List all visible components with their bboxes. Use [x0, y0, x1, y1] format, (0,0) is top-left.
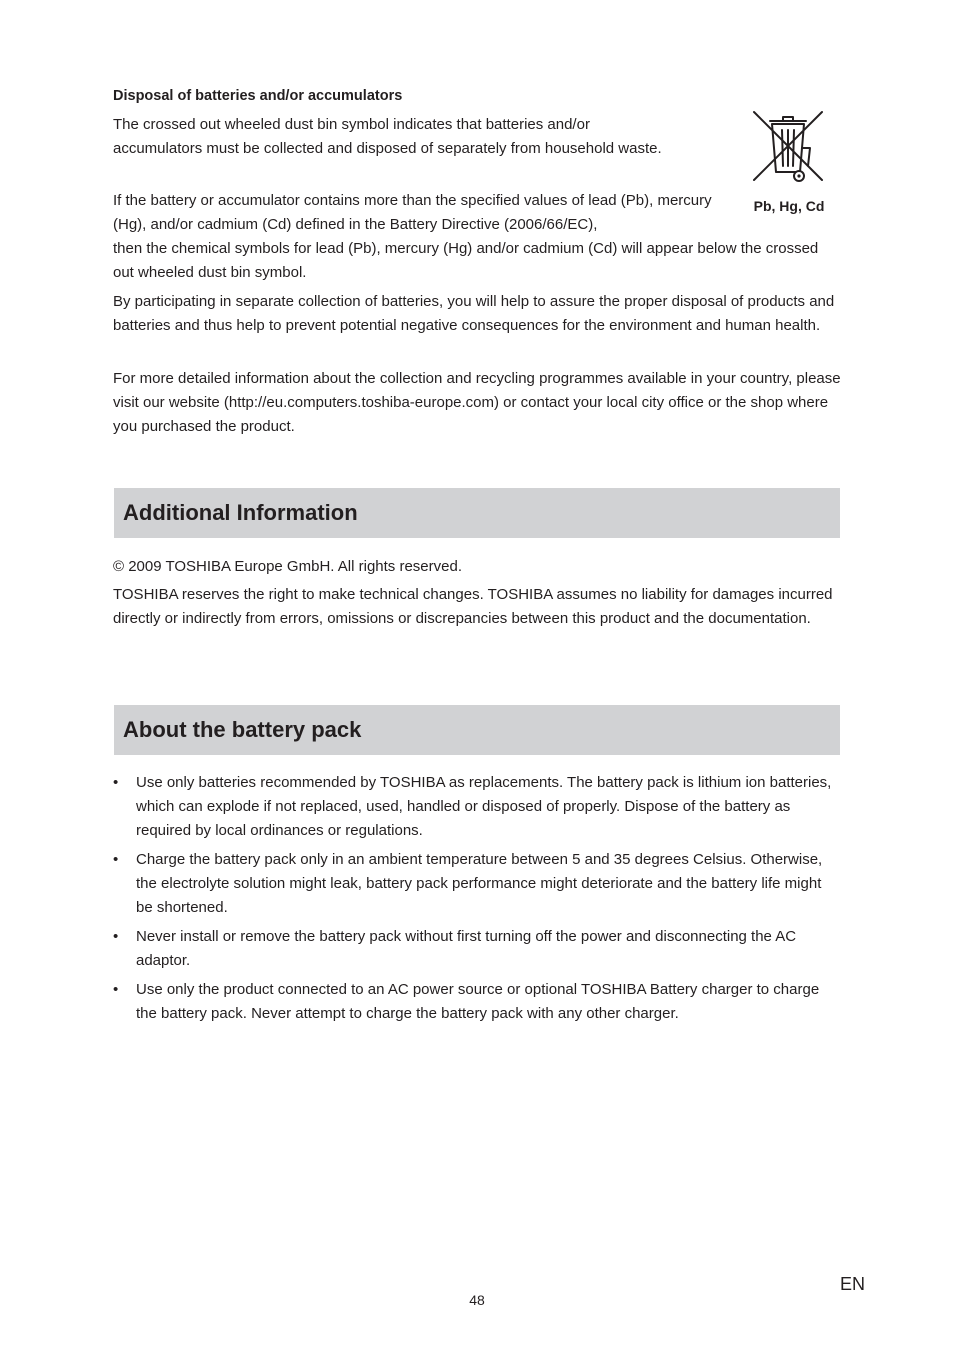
disposal-paragraph-3: By participating in separate collection of batteries, you will help to assure the proper disposal of products and batteries and thus help to prevent potential negative consequences for the environment and human health. — [113, 293, 835, 334]
bullet-marker: • — [113, 928, 119, 945]
bullet-marker: • — [113, 774, 119, 791]
list-item-text: Never install or remove the battery pack without first turning off the power and disconnecting the AC adaptor. — [136, 928, 797, 969]
additional-information-title: Additional Information — [123, 500, 358, 525]
list-item — [113, 925, 840, 973]
bullet-marker: • — [113, 851, 119, 868]
list-item-text: Charge the battery pack only in an ambient temperature between 5 and 35 degrees Celsius. Otherwise, the electrolyte solution might leak, battery pack performance might deteriorate and the battery life might be shortened. — [136, 851, 823, 916]
crossed-out-wheeled-bin-icon — [746, 108, 830, 193]
disposal-paragraph-2 — [113, 189, 840, 285]
disposal-paragraph-4: For more detailed information about the collection and recycling programmes available in your country, please visit our website (http://eu.computers.toshiba-europe.com) or contact your local city office or the shop where you purchased the product. — [113, 370, 841, 435]
disposal-paragraph-1: The crossed out wheeled dust bin symbol indicates that batteries and/or accumulators must be collected and disposed of separately from household waste. — [113, 116, 662, 157]
copyright-notice: © 2009 TOSHIBA Europe GmbH. All rights reserved. — [113, 558, 462, 575]
list-item — [113, 848, 840, 920]
list-item-text: Use only batteries recommended by TOSHIBA as replacements. The battery pack is lithium ion batteries, which can explode if not replaced, used, handled or disposed of properly. Dispose of the battery as required by local ordinances or regulations. — [136, 774, 832, 839]
bullet-marker: • — [113, 981, 119, 998]
language-tag: EN — [840, 1274, 866, 1294]
page-number: 48 — [469, 1292, 485, 1308]
battery-bullet-list — [113, 771, 840, 1031]
liability-paragraph: TOSHIBA reserves the right to make technical changes. TOSHIBA assumes no liability for damages incurred directly or indirectly from errors, omissions or discrepancies between this product and the documentation. — [113, 586, 833, 627]
list-item — [113, 978, 840, 1026]
disposal-paragraph-2-rest: then the chemical symbols for lead (Pb), mercury (Hg) and/or cadmium (Cd) will appear below the crossed out wheeled dust bin symbol. — [113, 240, 819, 281]
disposal-heading: Disposal of batteries and/or accumulators — [113, 88, 403, 104]
list-item — [113, 771, 840, 843]
battery-pack-title: About the battery pack — [123, 717, 362, 742]
list-item-text: Use only the product connected to an AC power source or optional TOSHIBA Battery charger to charge the battery pack. Never attempt to charge the battery pack with any other charger. — [136, 981, 820, 1022]
disposal-paragraph-2-first: If the battery or accumulator contains more than the specified values of lead (Pb), mercury (Hg), and/or cadmium (Cd) defined in the Battery Directive (2006/66/EC), — [113, 192, 712, 233]
battery-pack-section-bar — [114, 705, 840, 755]
chemical-symbols-caption: Pb, Hg, Cd — [753, 198, 825, 214]
additional-information-section-bar — [114, 488, 840, 538]
